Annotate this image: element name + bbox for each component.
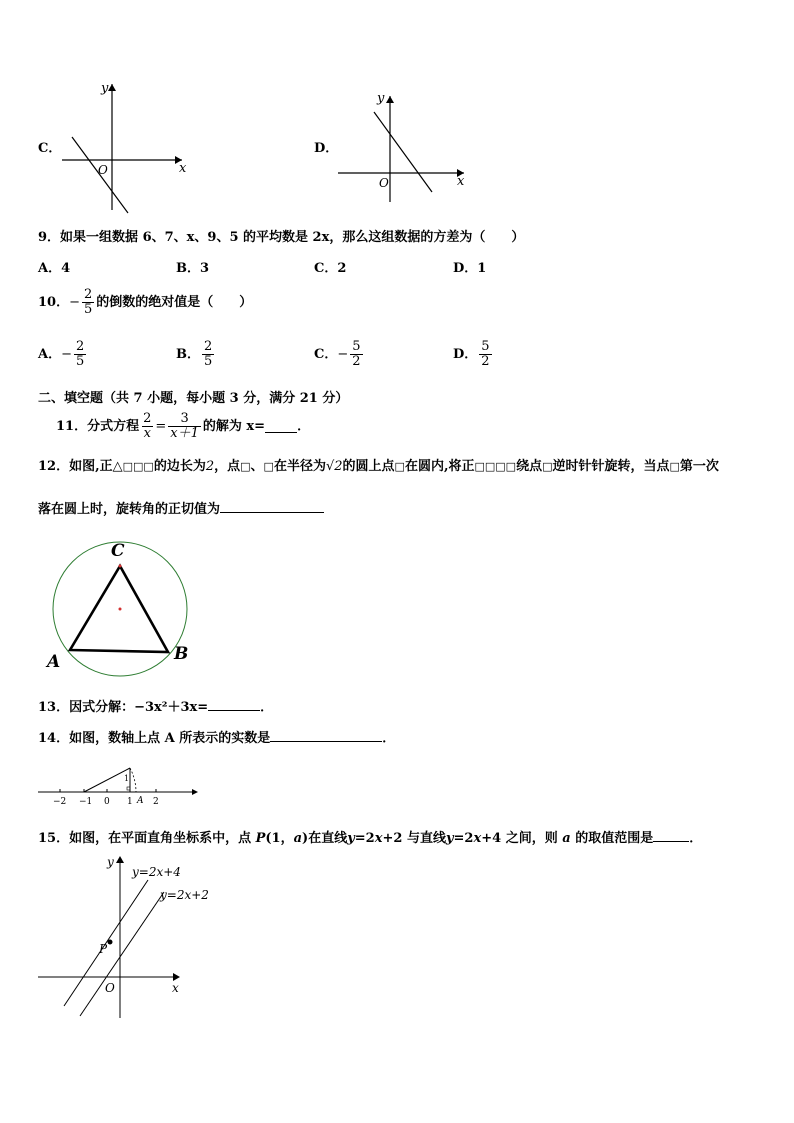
q9-option-a: A．4 — [38, 261, 71, 276]
svg-text:1: 1 — [124, 774, 130, 783]
option-c-label: C． — [38, 141, 62, 156]
q9-stem: 9．如果一组数据 6、7、x、9、5 的平均数是 2x，那么这组数据的方差为（ ） — [38, 230, 525, 245]
svg-text:x: x — [172, 981, 179, 995]
q11-stem: 11．分式方程 $\frac{2}{x}$ = $\frac{3}{x+1}$ 的解为 x= ． — [56, 411, 311, 441]
c-y-label: y — [101, 81, 109, 96]
c-x-label: x — [179, 161, 187, 176]
q10-option-a: A． − $\frac{2}{5}$ — [38, 339, 85, 369]
q12-line1: 12．如图,正△□□□的边长为2，点□、□在半径为√2的圆上点□在圆内,将正□□□□绕点□逆时针针旋转，当点□第一次 — [38, 459, 719, 474]
q15-point-p — [108, 940, 113, 945]
c-origin: O — [98, 163, 108, 177]
svg-text:P: P — [99, 942, 108, 956]
q12-label-b: B — [174, 644, 189, 664]
q12-label-a: A — [47, 652, 61, 672]
svg-text:0: 0 — [104, 797, 110, 807]
d-x-label: x — [457, 174, 465, 189]
q10-option-b: B． $\frac{2}{5}$ — [176, 339, 213, 369]
d-origin: O — [379, 176, 389, 190]
q9-option-c: C．2 — [314, 261, 347, 276]
svg-text:y=2x+2: y=2x+2 — [160, 888, 209, 902]
section-2-heading: 二、填空题（共 7 小题，每小题 3 分，满分 21 分） — [38, 391, 349, 406]
q10-option-d: D． $\frac{5}{2}$ — [453, 339, 490, 369]
q15-stem: 15．如图，在平面直角坐标系中，点 P(1，a)在直线y=2x+2 与直线y=2x+4 之间，则 a 的取值范围是 ． — [38, 831, 703, 846]
q10-option-c: C． − $\frac{5}{2}$ — [314, 339, 361, 369]
line-y-2x-2 — [80, 892, 164, 1016]
q10-stem: 10． − $\frac{2}{5}$ 的倒数的绝对值是（ ） — [38, 287, 253, 317]
svg-text:−1: −1 — [79, 797, 93, 807]
option-d-label: D． — [314, 141, 339, 156]
svg-text:1: 1 — [127, 797, 133, 807]
q13-stem: 13．因式分解：−3x²＋3x= ． — [38, 700, 274, 715]
q9-option-b: B．3 — [176, 261, 210, 276]
q12-label-c: C — [111, 541, 125, 561]
q10-stem-tail: 的倒数的绝对值是（ ） — [96, 294, 253, 310]
q10-fraction: $\frac{2}{5}$ — [84, 287, 93, 317]
q10-number: 10． — [38, 294, 70, 310]
svg-text:O: O — [105, 981, 115, 995]
q14-point-a: A — [137, 796, 144, 806]
q9-option-d: D．1 — [453, 261, 487, 276]
svg-text:y=2x+4: y=2x+4 — [132, 865, 181, 879]
q14-stem: 14．如图，数轴上点 A 所表示的实数是 ． — [38, 731, 396, 746]
q12-line2: 落在圆上时，旋转角的正切值为 — [38, 500, 324, 518]
svg-text:2: 2 — [153, 797, 159, 807]
svg-text:−2: −2 — [53, 797, 67, 807]
d-y-label: y — [377, 91, 385, 106]
svg-text:y: y — [107, 855, 114, 869]
